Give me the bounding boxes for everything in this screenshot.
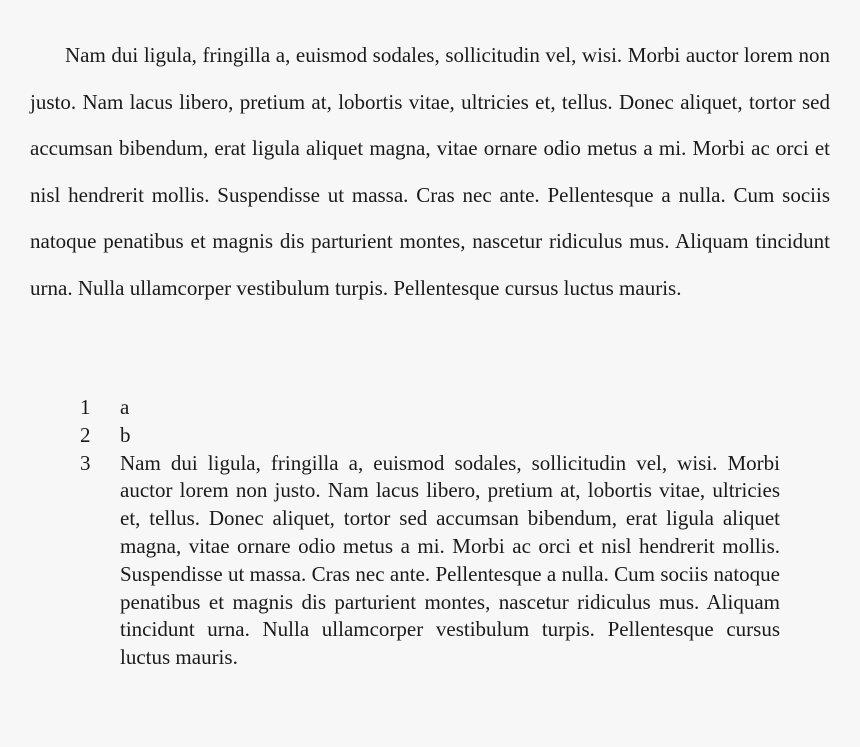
list-item bbox=[80, 422, 780, 450]
list-item-number: 2 bbox=[80, 422, 91, 447]
list-item-text: a bbox=[120, 395, 130, 419]
list-item bbox=[80, 450, 780, 672]
numbered-list bbox=[80, 394, 780, 672]
list-item bbox=[80, 394, 780, 422]
body-paragraph: Nam dui ligula, fringilla a, euismod sodales, sollicitudin vel, wisi. Morbi auctor lorem non justo. Nam lacus libero, pretium at, lobortis vitae, ultricies et, tellus. Donec aliquet, tortor sed accumsan bibendum, erat ligula aliquet magna, vitae ornare odio metus a mi. Morbi ac orci et nisl hendrerit mollis. Suspendisse ut massa. Cras nec ante. Pellentesque a nulla. Cum sociis natoque penatibus et magnis dis parturient montes, nascetur ridiculus mus. Aliquam tincidunt urna. Nulla ullamcorper vestibulum turpis. Pellentesque cursus luctus mauris. bbox=[30, 43, 830, 300]
list-item-number: 1 bbox=[80, 395, 91, 419]
list-item-text: Nam dui ligula, fringilla a, euismod sodales, sollicitudin vel, wisi. Morbi auctor lorem non justo. Nam lacus libero, pretium at, lobortis vitae, ultricies et, tellus. Donec aliquet, tortor sed accumsan bibendum, erat ligula aliquet magna, vitae ornare odio metus a mi. Morbi ac orci et nisl hendrerit mollis. Suspendisse ut massa. Cras nec ante. Pellentesque a nulla. Cum sociis natoque penatibus et magnis dis parturient montes, nascetur ridiculus mus. Aliquam tincidunt urna. Nulla ullamcorper vestibulum turpis. Pellentesque cursus luctus mauris. bbox=[120, 450, 780, 670]
list-item-text: b bbox=[120, 422, 131, 447]
list-item-number: 3 bbox=[80, 450, 91, 475]
